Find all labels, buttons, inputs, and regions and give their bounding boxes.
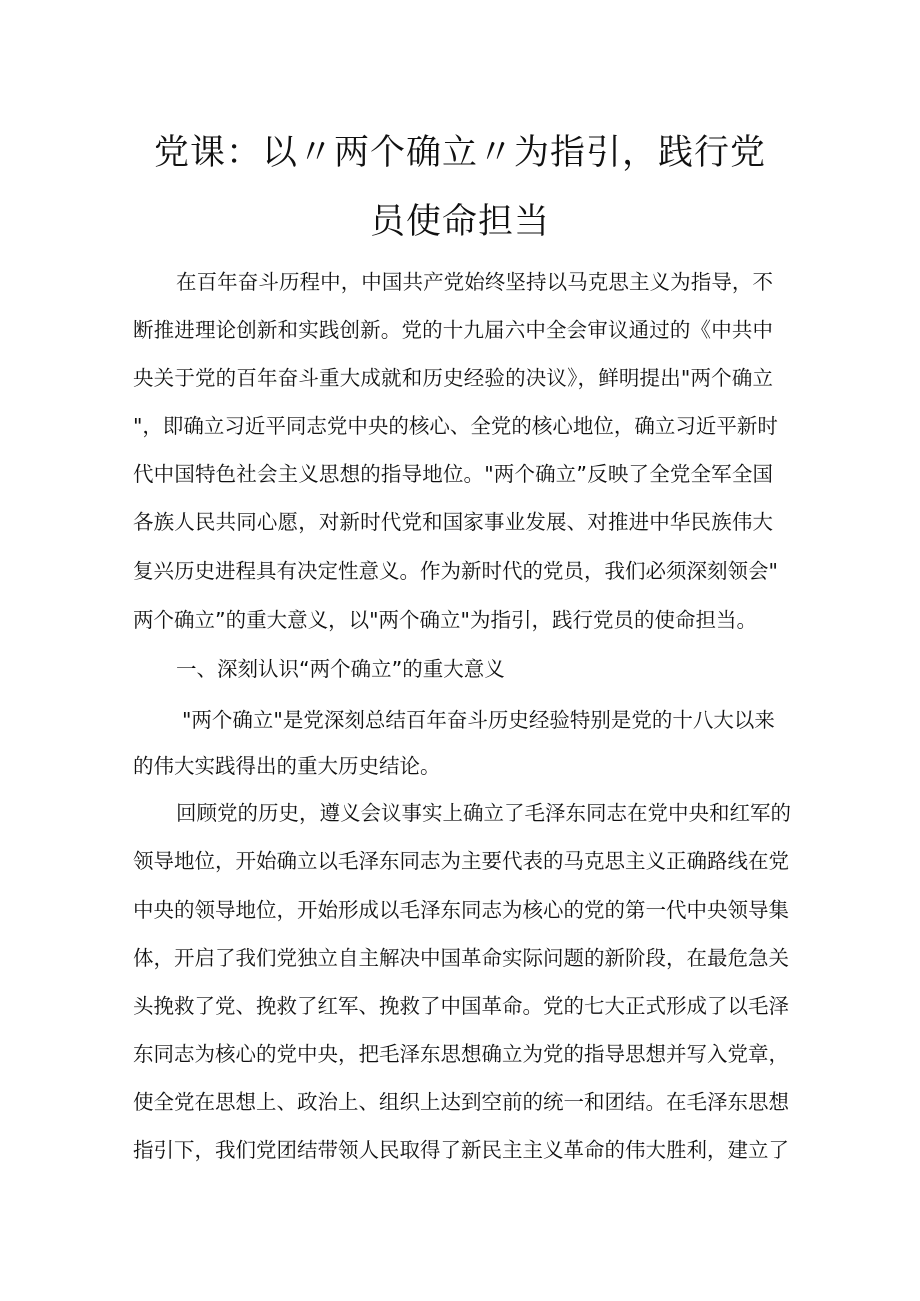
title-line-1: 党课：以〃两个确立〃为指引，践行党 — [153, 133, 766, 173]
paragraph-line: 头挽救了党、挽救了红军、挽救了中国革命。党的七大正式形成了以毛泽 — [133, 994, 789, 1018]
paragraph-line: 体，开启了我们党独立自主解决中国革命实际问题的新阶段，在最危急关 — [133, 946, 789, 970]
paragraph-line: 各族人民共同心愿，对新时代党和国家事业发展、对推进中华民族伟大 — [133, 510, 773, 534]
section-heading: 一、深刻认识“两个确立”的重大意义 — [176, 657, 505, 681]
paragraph-line: 领导地位，开始确立以毛泽东同志为主要代表的马克思主义正确路线在党 — [133, 849, 789, 873]
title-line-2: 员使命担当 — [369, 202, 550, 242]
paragraph-line: 复兴历史进程具有决定性意义。作为新时代的党员，我们必须深刻领会" — [133, 559, 778, 583]
paragraph-line: "两个确立"是党深刻总结百年奋斗历史经验特别是党的十八大以来 — [182, 708, 775, 732]
paragraph-line: 中央的领导地位，开始形成以毛泽东同志为核心的党的第一代中央领导集 — [133, 898, 789, 922]
paragraph-line: 使全党在思想上、政治上、组织上达到空前的统一和团结。在毛泽东思想 — [133, 1090, 789, 1114]
paragraph-line: 代中国特色社会主义思想的指导地位。"两个确立”反映了全党全军全国 — [133, 462, 773, 486]
paragraph-line: 央关于党的百年奋斗重大成就和历史经验的决议》，鲜明提出"两个确立 — [133, 366, 773, 390]
paragraph-line: 在百年奋斗历程中，中国共产党始终坚持以马克思主义为指导，不 — [176, 270, 773, 294]
paragraph-line: 回顾党的历史，遵义会议事实上确立了毛泽东同志在党中央和红军的 — [176, 801, 791, 825]
paragraph-line: 断推进理论创新和实践创新。党的十九届六中全会审议通过的《中共中 — [133, 318, 773, 342]
paragraph-line: 东同志为核心的党中央，把毛泽东思想确立为党的指导思想并写入党章， — [133, 1042, 789, 1066]
paragraph-line: 的伟大实践得出的重大历史结论。 — [133, 754, 441, 778]
paragraph-line: 指引下，我们党团结带领人民取得了新民主主义革命的伟大胜利，建立了 — [133, 1138, 789, 1162]
paragraph-line: 两个确立”的重大意义，以"两个确立"为指引，践行党员的使命担当。 — [133, 608, 757, 632]
paragraph-line: "，即确立习近平同志党中央的核心、全党的核心地位，确立习近平新时 — [133, 414, 778, 438]
